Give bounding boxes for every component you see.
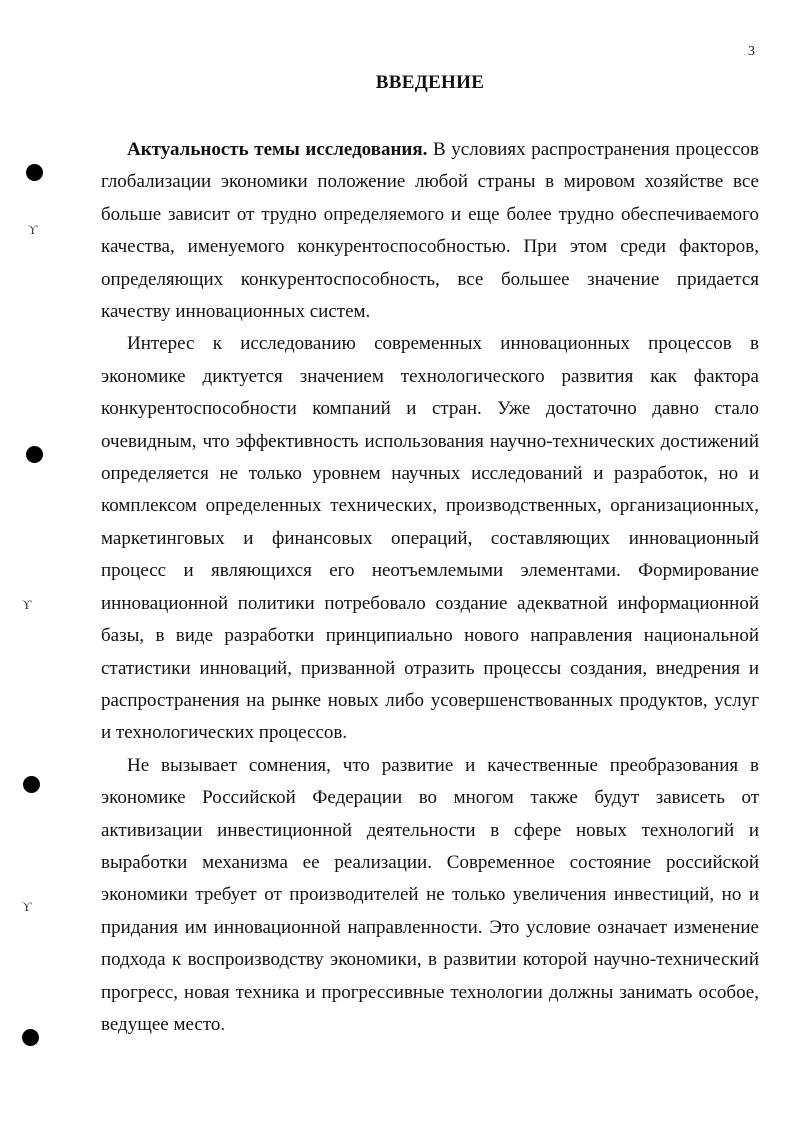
- margin-mark: ϒ: [22, 597, 32, 612]
- margin-mark: ϒ: [22, 899, 32, 914]
- binding-hole: [26, 446, 43, 463]
- page-number: 3: [748, 44, 755, 59]
- margin-mark: ϒ: [28, 222, 38, 237]
- paragraph: Не вызывает сомнения, что развитие и качественные преобразования в экономике Российской Федерации во многом также будут зависеть от активизации инвестиционной деятельности в сфере новых технологий и выработки механизма ее реализации. Современное состояние российской экономики требует от производителей не только увеличения инвестиций, но и придания им инновационной направленности. Это условие означает изменение подхода к воспроизводству экономики, в развитии которой научно-технический прогресс, новая техника и прогрессивные технологии должны занимать особое, ведущее место.: [101, 754, 759, 1035]
- paragraph: Интерес к исследованию современных инновационных процессов в экономике диктуется значением технологического развития как фактора конкурентоспособности компаний и стран. Уже достаточно давно стало очевидным, что эффективность использования научно-технических достижений определяется не только уровнем научных исследований и разработок, но и комплексом определенных технических, производственных, организационных, маркетинговых и финансовых операций, составляющих инновационный процесс и являющихся его неотъемлемыми элементами. Формирование инновационной политики потребовало создание адекватной информационной базы, в виде разработки принципиально нового направления национальной статистики инноваций, призванной отразить процессы создания, внедрения и распространения на рынке новых либо усовершенствованных продуктов, услуг и технологических процессов.: [101, 333, 759, 744]
- page-title: ВВЕДЕНИЕ: [375, 72, 485, 93]
- document-body: [101, 134, 759, 1041]
- binding-hole: [22, 1029, 39, 1046]
- paragraph: [101, 134, 759, 328]
- paragraph-lead: Актуальность темы исследования.: [127, 139, 428, 160]
- binding-hole: [26, 164, 43, 181]
- paragraph-text: В условиях распространения процессов глобализации экономики положение любой страны в мировом хозяйстве все больше зависит от трудно определяемого и еще более трудно обеспечиваемого качества, именуемого конкурентоспособностью. При этом среди факторов, определяющих конкурентоспособность, все большее значение придается качеству инновационных систем.: [101, 139, 759, 323]
- binding-hole: [23, 776, 40, 793]
